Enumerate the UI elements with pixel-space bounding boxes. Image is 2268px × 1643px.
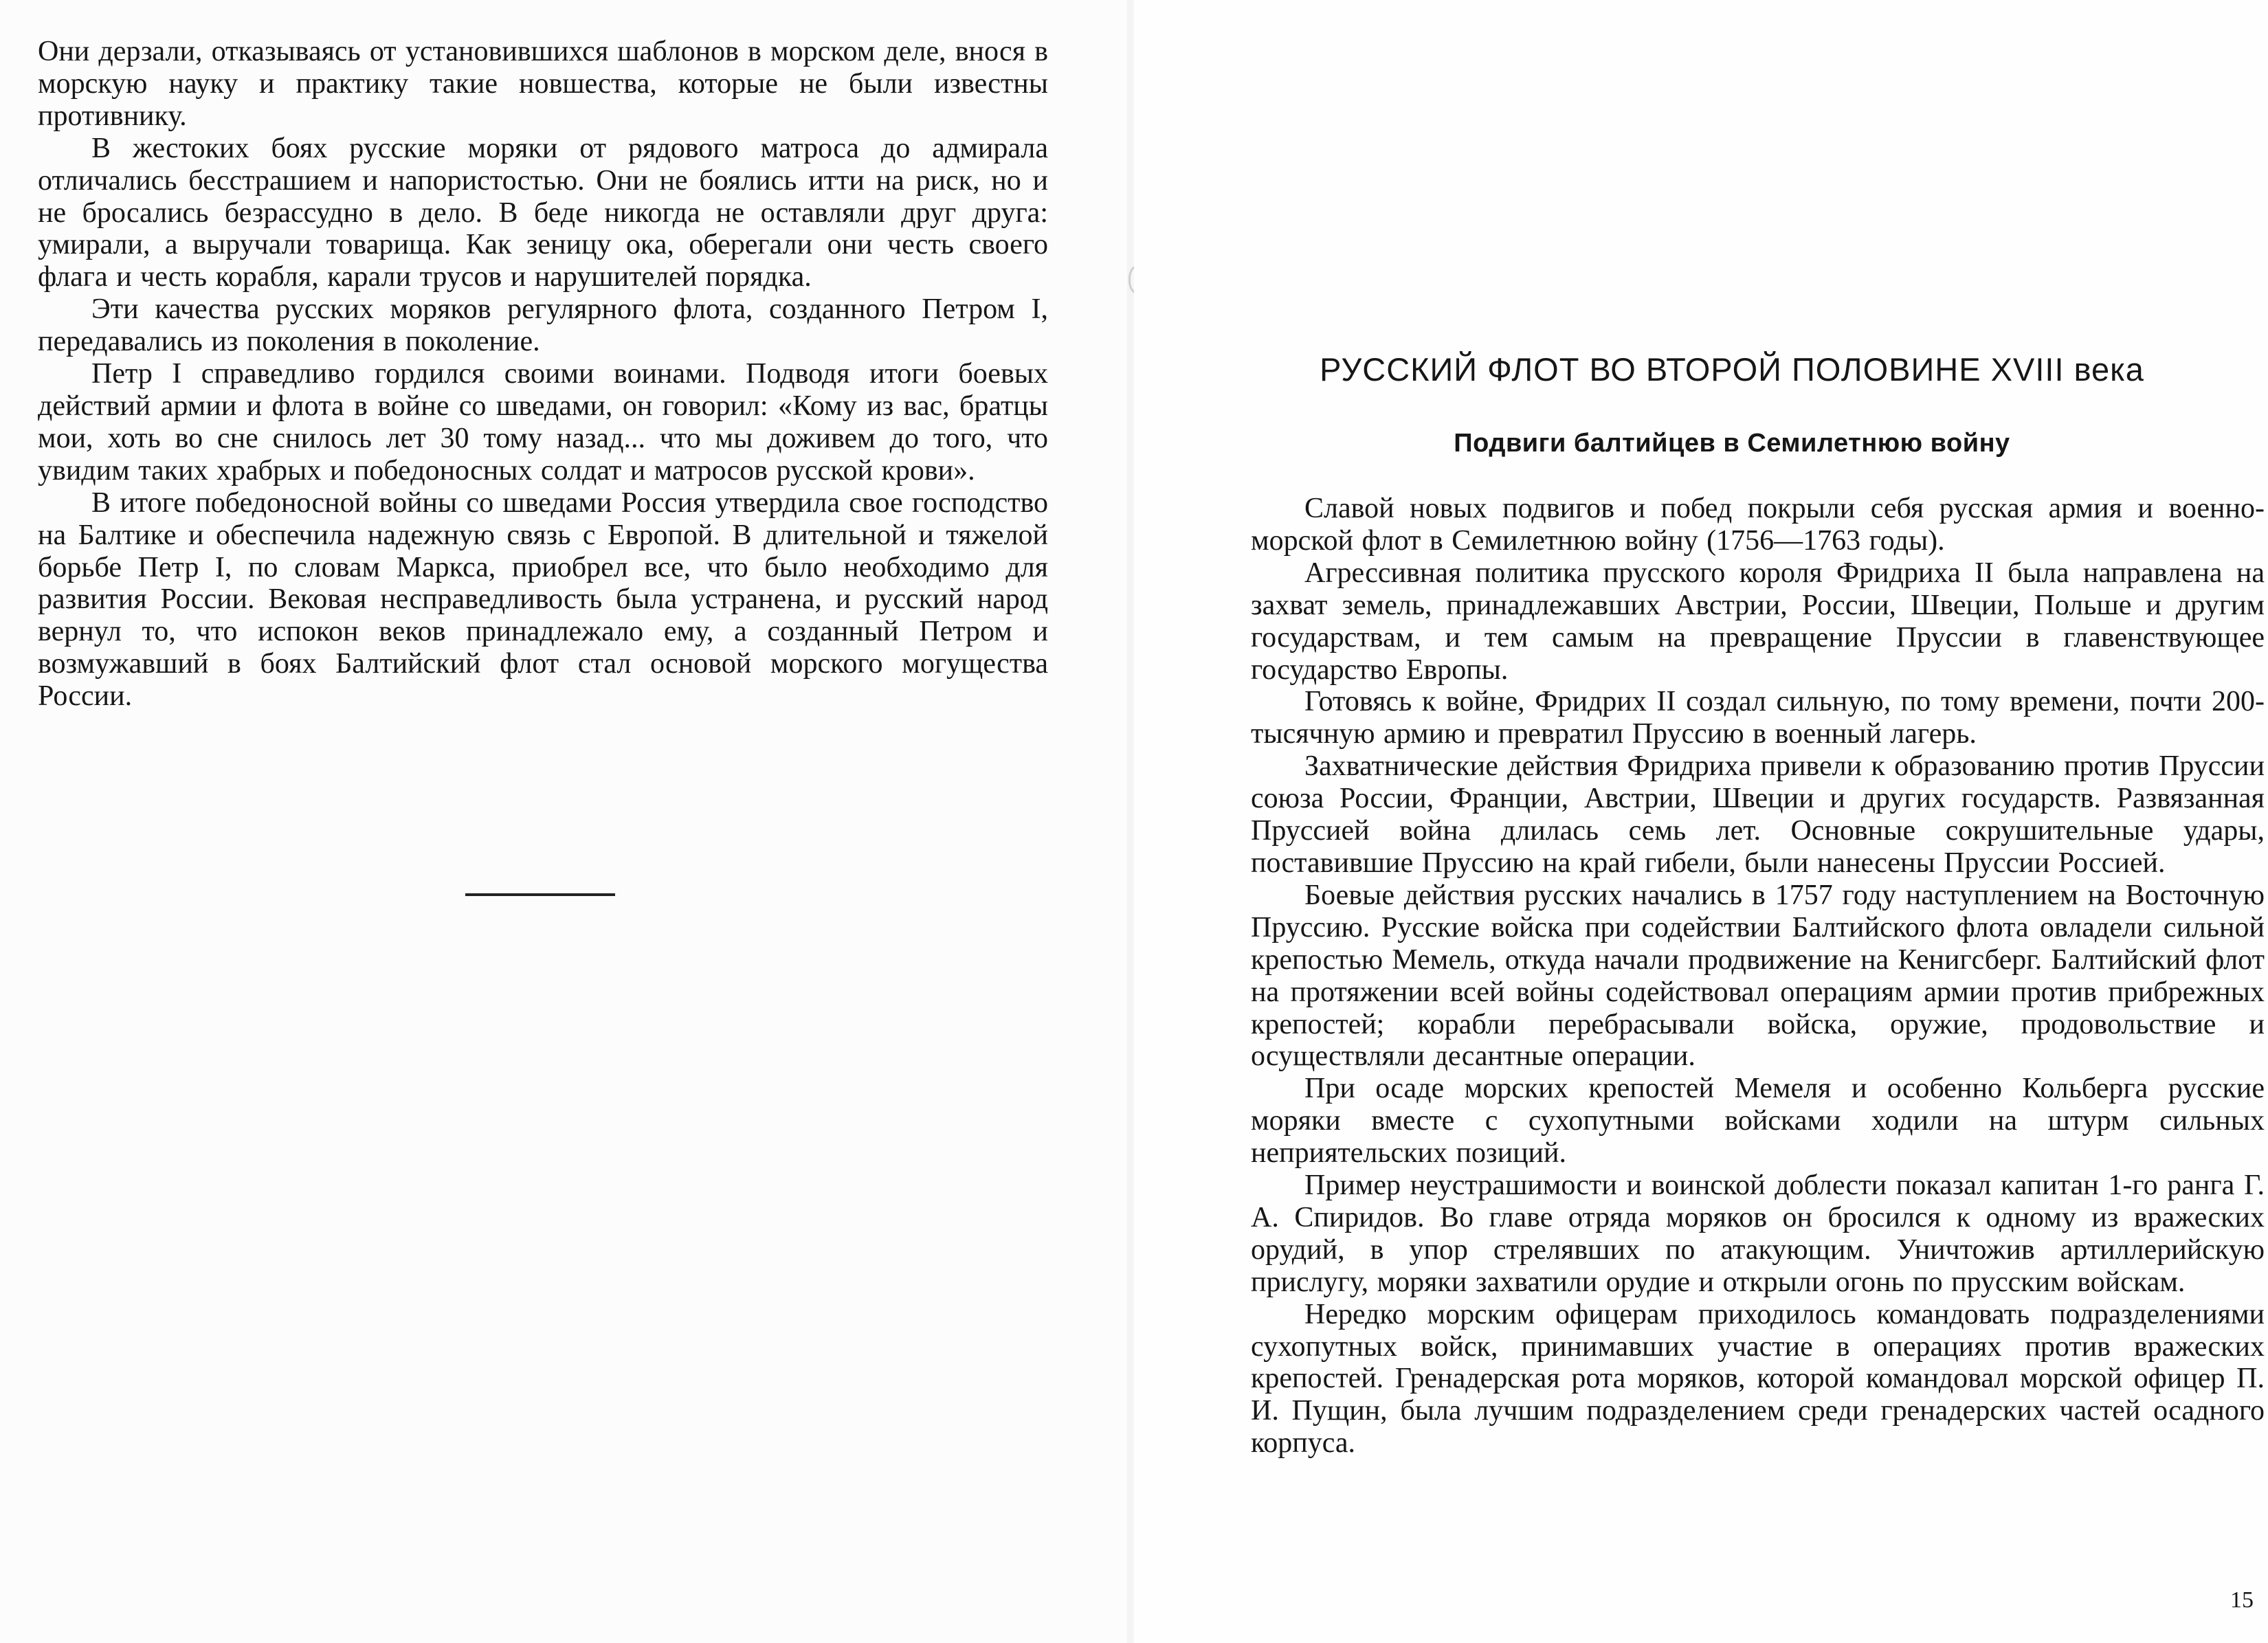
right-paragraph-5: Боевые действия русских начались в 1757 году наступлением на Восточную Пруссию. Русские войска при содействии Балтийского флота овладели сильной крепостью Мемель, откуда начали продвижение на Кенигсберг. Балтийский флот на протяжении всей войны содействовал операциям армии против прибрежных крепостей; корабли перебрасывали войска, оружие, продовольствие и осуществляли десантные операции. xyxy=(1251,879,2265,1073)
section-title: Подвиги балтийцев в Семилетнюю войну xyxy=(1454,429,2010,458)
left-paragraph-1: Они дерзали, отказываясь от установившихся шаблонов в морском деле, внося в морскую науку и практику такие новшества, которые не были известны противнику. xyxy=(38,36,1048,132)
left-paragraph-2: В жестоких боях русские моряки от рядового матроса до адмирала отличались бесстрашием и напористостью. Они не боялись итти на риск, но и не бросались безрассудно в дело. В беде никогда не оставляли друг друга: умирали, а выручали товарища. Как зеницу ока, оберегали они честь своего флага и честь корабля, карали трусов и нарушителей порядка. xyxy=(38,132,1048,293)
page-number: 15 xyxy=(2230,1587,2254,1613)
right-paragraph-7: Пример неустрашимости и воинской доблести показал капитан 1-го ранга Г. А. Спиридов. Во главе отряда моряков он бросился к одному из вражеских орудий, в упор стрелявших по атакующим. Уничтожив артиллерийскую прислугу, моряки захватили орудие и открыли огонь по прусским войскам. xyxy=(1251,1170,2265,1298)
left-paragraph-4: Петр I справедливо гордился своими воинами. Подводя итоги боевых действий армии и флота в войне со шведами, он говорил: «Кому из вас, братцы мои, хоть во сне снилось лет 30 тому назад... что мы доживем до того, что увидим таких храбрых и победоносных солдат и матросов русской крови». xyxy=(38,358,1048,487)
right-paragraph-3: Готовясь к войне, Фридрих II создал сильную, по тому времени, почти 200-тысячную армию и превратил Пруссию в военный лагерь. xyxy=(1251,686,2265,750)
right-paragraph-2: Агрессивная политика прусского короля Фридриха II была направлена на захват земель, принадлежавших Австрии, России, Швеции, Польше и другим государствам, и тем самым на превращение Пруссии в главенствующее государство Европы. xyxy=(1251,557,2265,686)
left-paragraph-5: В итоге победоносной войны со шведами Россия утвердила свое господство на Балтике и обеспечила надежную связь с Европой. В длительной и тяжелой борьбе Петр I, по словам Маркса, приобрел все, что было необходимо для развития России. Вековая несправедливость была устранена, и русский народ вернул то, что испокон веков принадлежало ему, а созданный Петром и возмужавший в боях Балтийский флот стал основой морского могущества России. xyxy=(38,487,1048,713)
right-paragraph-8: Нередко морским офицерам приходилось командовать подразделениями сухопутных войск, принимавших участие в операциях против вражеских крепостей. Гренадерская рота моряков, которой командовал морской офицер П. И. Пущин, была лучшим подразделением среди гренадерских частей осадного корпуса. xyxy=(1251,1298,2265,1460)
left-page xyxy=(0,0,1127,1643)
left-paragraph-3: Эти качества русских моряков регулярного флота, созданного Петром I, передавались из поколения в поколение. xyxy=(38,293,1048,358)
left-page-text xyxy=(38,36,1048,713)
right-paragraph-4: Захватнические действия Фридриха привели к образованию против Пруссии союза России, Франции, Австрии, Швеции и других государств. Развязанная Пруссией война длилась семь лет. Основные сокрушительные удары, поставившие Пруссию на край гибели, были нанесены Пруссии Россией. xyxy=(1251,750,2265,879)
right-paragraph-1: Славой новых подвигов и побед покрыли себя русская армия и военно-морской флот в Семилетнюю войну (1756—1763 годы). xyxy=(1251,493,2265,557)
right-page-text xyxy=(1251,493,2265,1460)
right-page xyxy=(1134,0,2268,1643)
chapter-title: РУССКИЙ ФЛОТ ВО ВТОРОЙ ПОЛОВИНЕ XVIII века xyxy=(1320,351,2144,388)
right-paragraph-6: При осаде морских крепостей Мемеля и особенно Кольберга русские моряки вместе с сухопутными войсками ходили на штурм сильных неприятельских позиций. xyxy=(1251,1073,2265,1170)
end-of-chapter-rule xyxy=(465,893,615,896)
